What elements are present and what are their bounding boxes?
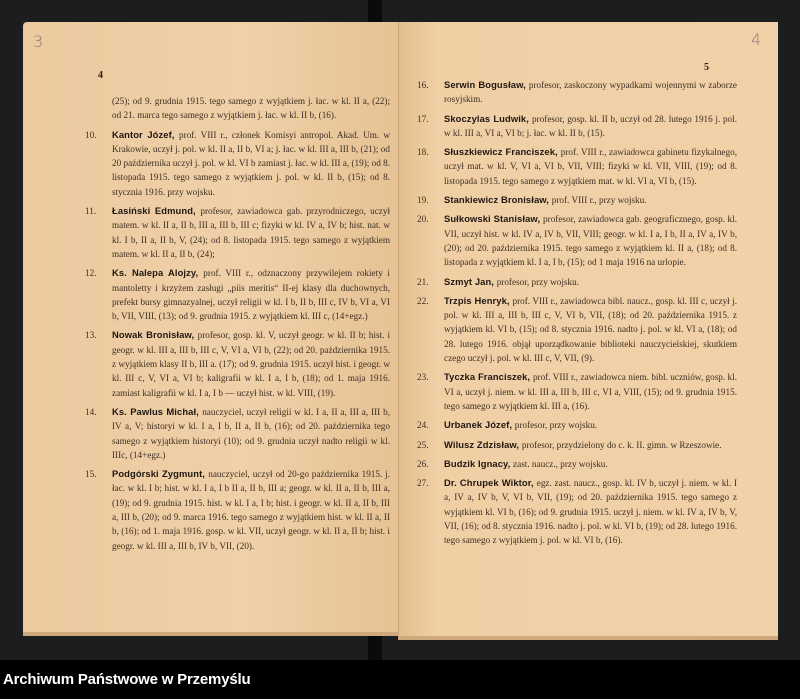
entry-number: 25.: [417, 439, 429, 450]
list-item: [85, 467, 390, 553]
teacher-list: [85, 94, 390, 558]
teacher-name: Stankiewicz Bronisław,: [444, 194, 552, 206]
entry-text: profesor, przy wojsku.: [496, 276, 579, 287]
entry-text: profesor, zaskoczony wypadkami wojennymi w zaborze rosyjskim.: [444, 80, 737, 105]
list-item: [417, 78, 737, 107]
list-item: [85, 405, 390, 462]
entry-number: 14.: [85, 406, 97, 417]
list-item: [85, 266, 390, 323]
teacher-name: Podgórski Zygmunt,: [112, 468, 209, 480]
entry-text: prof. VIII r., członek Komisyi antropol. Akad. Um. w Krakowie, uczył j. pol. w kl. II a, II b, VI a; j. łac. w kl. III a, III b, (21); od 20 października uczył j. pol. w kl. VI b zamiast j. łac. w kl. III a, (19); od 8. listopada 1915. tego samego z wyjątkiem j. pol. w kl. II b, (15); od 8. stycznia 1916. przy wojsku.: [112, 129, 390, 197]
entry-number: 15.: [85, 469, 97, 480]
list-item: [85, 328, 390, 399]
list-item: [85, 128, 390, 199]
entry-number: 20.: [417, 214, 429, 225]
entry-text: (25); od 9. grudnia 1915. tego samego z wyjątkiem j. łac. w kl. II a, (22); od 21. marca tego samego z wyjątkiem j. łac. w kl. II b, (16).: [112, 96, 390, 121]
entry-number: 11.: [85, 206, 97, 217]
teacher-name: Kantor Józef,: [112, 128, 180, 140]
list-item: [417, 457, 737, 471]
teacher-name: Skoczylas Ludwik,: [444, 112, 533, 124]
entry-text: egz. zast. naucz., gosp. kl. IV b, uczył j. niem. w kl. I a, IV a, IV b, V, VI b, VII, (19); od 20. października 1915. tego samego z wyjątkiem kl. VI b, (16); od 9. grudnia 1915. uczył j. niem. w kl. IV a, IV b, V, VII, (16); od 8. stycznia 1916. nadto j. pol. w kl. VI b, (19); od 28. lutego 1916. tego samego z wyjątkiem j. pol. w kl. VI b, (16).: [444, 478, 737, 546]
list-item: [417, 193, 737, 207]
entry-text: prof. VIII r., zawiadowca gabinetu fizykalnego, uczył mat. w kl. V, VI a, VI b, VII, VIII; fizyki w kl. VII, VIII, (19); od 8. listopada 1915. tego samego z wyjątkiem mat. w kl. VI a, VI b, (15).: [444, 147, 737, 186]
entry-text: prof. VIII r., odznaczony przywilejem rokiety i mantoletty i krzyżem zasługi „piis meritis“ II-ej klasy dla duchownych, prefekt bursy gimnazyalnej, uczył religii w kl. I b, II b, III c, IV b, VI a, VI b, VII, VIII, (13); od 9. grudnia 1915. z wyjątkiem kl. III c, (14+egz.): [112, 268, 390, 322]
teacher-name: Łasiński Edmund,: [112, 205, 201, 217]
entry-number: 23.: [417, 372, 429, 383]
entry-text: profesor, zawiadowca gab. przyrodniczego, uczył matem. w kl. II a, II b, III a, III b, III c; fizyki w kl. IV a, IV b; hist. nat. w kl. I b, II a, II b, V, (24); od 8. listopada 1915. tego samego z wyjątkiem matem. w kl. II a, II b, (24);: [112, 206, 390, 259]
teacher-name: Ks. Nalepa Alojzy,: [112, 267, 204, 279]
entry-number: 13.: [85, 330, 97, 341]
printed-page-number: 5: [704, 62, 709, 73]
page-edge: [399, 636, 778, 640]
teacher-name: Dr. Chrupek Wiktor,: [444, 477, 537, 489]
entry-text: profesor, gosp. kl. II b, uczył od 28. lutego 1916 j. pol. w kl. III a, VI a, VI b; j. łac. w kl. II b, (15).: [444, 113, 737, 138]
left-page: [23, 22, 398, 636]
entry-number: 18.: [417, 147, 429, 158]
teacher-name: Ks. Pawlus Michał,: [112, 405, 203, 417]
list-item: [417, 418, 737, 432]
list-item: [417, 145, 737, 188]
entry-number: 22.: [417, 295, 429, 306]
list-item: [417, 112, 737, 141]
teacher-list: [417, 78, 737, 553]
printed-page-number: 4: [98, 70, 103, 81]
list-item: [417, 476, 737, 547]
entry-text: prof. VIII r., zawiadowca bibl. naucz., gosp. kl. III c, uczył j. pol. w kl. III a, III b, III c, V, VI b, VII, (18); od 20. października 1915. z wyjątkiem kl. VI b, (15); od 8. stycznia 1916. nadto j. pol. w kl. VI a, (18); od 28. lutego 1916. objął uporządkowanie biblioteki nauczycielskiej, skutkiem czego uczył j. pol. w kl. III c, V, VII, (9).: [444, 295, 737, 364]
entry-number: 27.: [417, 478, 429, 489]
right-page: [398, 22, 778, 640]
teacher-name: Szmyt Jan,: [444, 275, 497, 287]
entry-number: 16.: [417, 80, 429, 90]
list-item: [85, 204, 390, 261]
list-item: [417, 294, 737, 365]
teacher-name: Budzik Ignacy,: [444, 457, 514, 469]
handwritten-folio-number: 4: [751, 30, 762, 49]
entry-text: profesor, gosp. kl. V, uczył geogr. w kl. II b; hist. i geogr. w kl. III a, III b, III c, V, VI a, VI b, (22); od 20. października 1915. z wyjątkiem klasy II b, III a. (17); od 9. grudnia 1915. uczył hist. i geogr. w kl. III c, V, VI a, VI b; kaligrafii w kl. I a, I b, (18); od 1. maja 1916. zamiast kaligrafii w kl. I a, I b — uczył hist. w kl. VIII, (19).: [112, 330, 390, 398]
page-edge: [23, 632, 398, 636]
entry-text: nauczyciel, uczył religii w kl. I a, II a, III a, III b, IV a, V; historyi w kl. I a, I b, II a, II b, (16); od 20. października tego samego z wyjątkiem historyi (10); od 9. grudnia uczył nadto religii w kl. IIIc, (14+egz.): [112, 406, 390, 460]
list-item: [417, 212, 737, 269]
entry-number: 12.: [85, 268, 97, 279]
list-item-continuation: [85, 94, 390, 123]
entry-number: 26.: [417, 458, 429, 469]
entry-text: prof. VIII r., przy wojsku.: [551, 195, 647, 206]
teacher-name: Słuszkiewicz Franciszek,: [444, 146, 561, 158]
teacher-name: Tyczka Franciszek,: [444, 371, 533, 383]
entry-text: zast. naucz., przy wojsku.: [513, 458, 608, 469]
list-item: [417, 370, 737, 413]
teacher-name: Sułkowski Stanisław,: [444, 213, 544, 225]
archive-caption: Archiwum Państwowe w Przemyślu: [3, 671, 251, 688]
entry-text: prof. VIII r., zawiadowca niem. bibl. uczniów, gosp. kl. VI a, uczył j. niem. w kl. III a, III b, III c, VI a, VIII, (15); od 9. grudnia 1915. tego samego z wyjątkiem kl. III a, (16).: [444, 372, 737, 411]
teacher-name: Nowak Bronisław,: [112, 329, 198, 341]
list-item: [417, 438, 737, 452]
entry-text: nauczyciel, uczył od 20-go października 1915. j. łac. w kl. I b; hist. w kl. I a, I b II a, II b, III a; geogr. w kl. II a, II b, III a, (19); od 9. grudnia 1915. hist. w kl. I a, I b; hist. i geogr. w kl. II a, II b, III a, III b, (20); od 9. marca 1916. tego samego z wyjątkiem hist. w kl. II a, II b, (16); od 1. maja 1916. gosp. w kl. VII, uczył geogr. w kl. II a, II b; hist. i geogr. w kl. III a, III b, IV b, VII, (20).: [112, 469, 390, 551]
entry-number: 17.: [417, 113, 429, 124]
entry-number: 24.: [417, 420, 429, 431]
teacher-name: Wilusz Zdzisław,: [444, 438, 522, 450]
entry-number: 19.: [417, 195, 429, 206]
teacher-name: Urbanek Józef,: [444, 419, 515, 431]
handwritten-folio-number: 3: [33, 32, 44, 51]
entry-text: profesor, przy wojsku.: [514, 420, 598, 431]
entry-number: 21.: [417, 276, 429, 287]
entry-text: profesor, przydzielony do c. k. II. gimn. w Rzeszowie.: [521, 439, 722, 450]
teacher-name: Serwin Bogusław,: [444, 79, 529, 90]
list-item: [417, 275, 737, 289]
teacher-name: Trzpis Henryk,: [444, 294, 513, 306]
entry-text: profesor, zawiadowca gab. geograficznego, gosp. kl. VII, uczył hist. w kl. IV a, IV b, VII, VIII; geogr. w kl. I a, I b, II a, IV a, IV b, (20); od 20. października 1915. tego samego z wyjątkiem kl. II a, (18); od 8. listopada z wyjątkiem kl. I a, I b, (15); od 1 maja 1916 na urlopie.: [444, 214, 737, 268]
entry-number: 10.: [85, 129, 97, 140]
